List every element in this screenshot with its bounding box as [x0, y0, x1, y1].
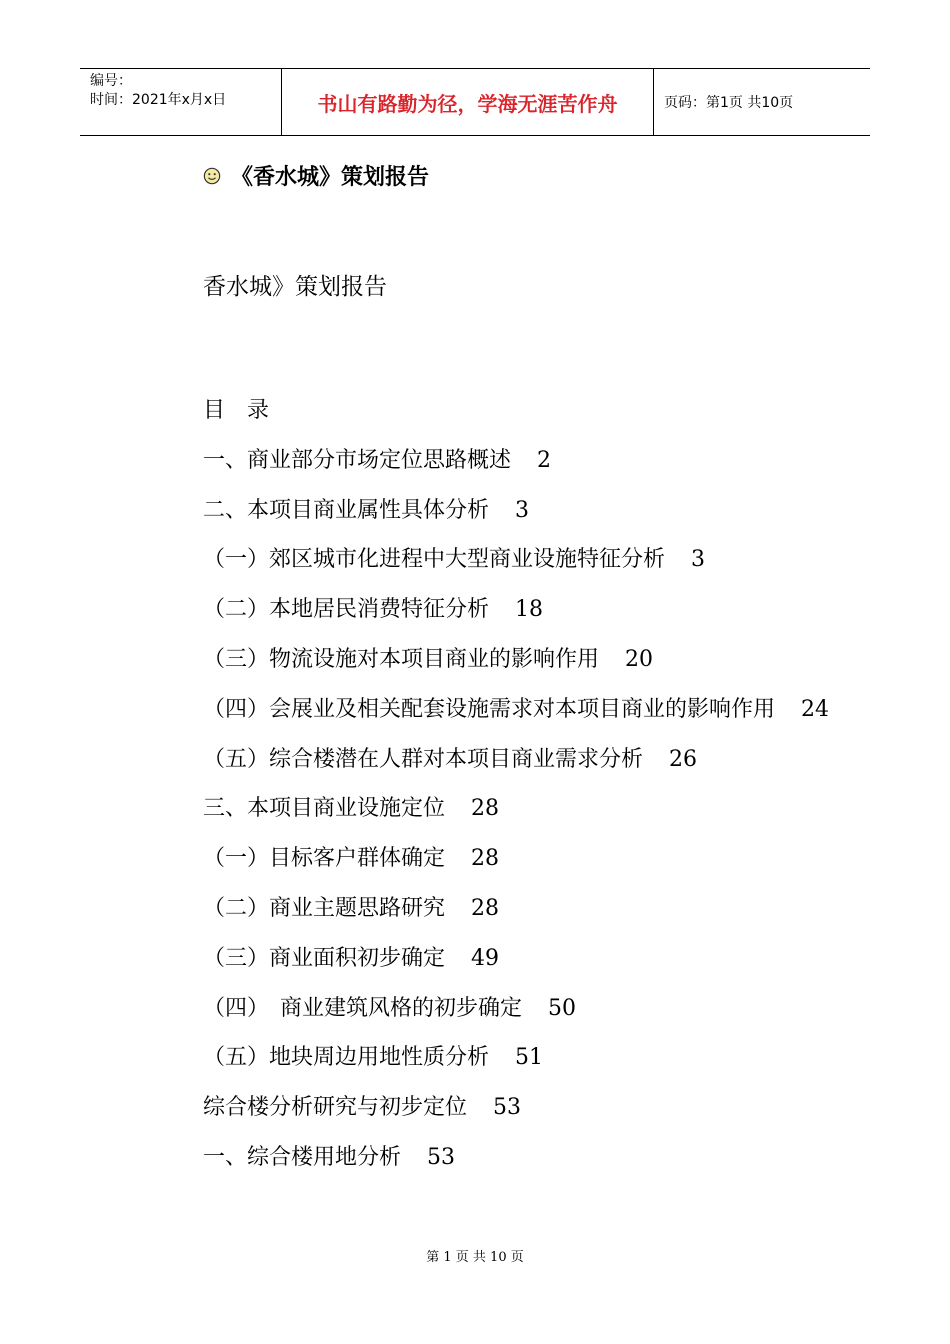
toc-entry — [203, 784, 843, 834]
toc-entry-text: 一、综合楼用地分析 — [203, 1144, 402, 1170]
toc-entry-page: 2 — [537, 447, 552, 473]
header-motto: 书山有路勤为径，学海无涯苦作舟 — [282, 69, 654, 135]
toc-entry-text: （三）商业面积初步确定 — [203, 945, 446, 971]
toc-entry-text: （二）商业主题思路研究 — [203, 895, 446, 921]
toc-entry-page: 26 — [669, 746, 698, 772]
toc-entry-page: 18 — [515, 597, 544, 623]
smiley-icon — [203, 167, 221, 185]
toc-entry-text: 二、本项目商业属性具体分析 — [203, 497, 490, 523]
toc-entry — [203, 685, 843, 735]
toc-entry-page: 3 — [515, 497, 530, 523]
toc-entry-page: 28 — [471, 796, 500, 822]
toc-entry-text: （二）本地居民消费特征分析 — [203, 597, 490, 623]
table-of-contents — [203, 386, 843, 1183]
toc-entry — [203, 585, 843, 635]
toc-entry — [203, 884, 843, 934]
toc-entry-text: （一）目标客户群体确定 — [203, 846, 446, 872]
toc-entry-page: 53 — [493, 1095, 522, 1121]
document-title-line — [203, 160, 429, 191]
toc-entry-page: 28 — [471, 846, 500, 872]
toc-entry-page: 49 — [471, 945, 500, 971]
toc-entry-text: （五）地块周边用地性质分析 — [203, 1045, 490, 1071]
toc-entry-page: 20 — [625, 646, 654, 672]
toc-entry — [203, 635, 843, 685]
toc-entry-page: 28 — [471, 895, 500, 921]
toc-entry — [203, 1133, 843, 1183]
toc-entry-page: 24 — [801, 696, 830, 722]
page-header — [80, 68, 870, 136]
toc-entry-text: （五）综合楼潜在人群对本项目商业需求分析 — [203, 746, 644, 772]
toc-heading: 目 录 — [203, 398, 270, 423]
time-label: 时间：2021年x月x日 — [90, 92, 227, 108]
toc-entry — [203, 535, 843, 585]
toc-entry — [203, 834, 843, 884]
number-label: 编号： — [90, 73, 132, 89]
toc-entry-page: 50 — [548, 995, 577, 1021]
toc-entry-page: 51 — [515, 1045, 544, 1071]
toc-entry-page: 3 — [691, 547, 706, 573]
toc-entry-text: （三）物流设施对本项目商业的影响作用 — [203, 646, 600, 672]
header-page-info: 页码：第1页 共10页 — [664, 95, 794, 111]
toc-entry-text: （一）郊区城市化进程中大型商业设施特征分析 — [203, 547, 666, 573]
toc-entry — [203, 486, 843, 536]
toc-entry-text: 综合楼分析研究与初步定位 — [203, 1095, 468, 1121]
document-title: 《香水城》策划报告 — [231, 165, 430, 190]
toc-entry-text: （四）会展业及相关配套设施需求对本项目商业的影响作用 — [203, 696, 776, 722]
toc-entry — [203, 1083, 843, 1133]
page-footer: 第 1 页 共 10 页 — [426, 1250, 524, 1265]
toc-entry-page: 53 — [427, 1144, 456, 1170]
toc-entries — [203, 436, 843, 1183]
toc-entry — [203, 735, 843, 785]
toc-entry — [203, 934, 843, 984]
header-meta — [80, 69, 282, 135]
toc-entry — [203, 436, 843, 486]
toc-entry-text: 一、商业部分市场定位思路概述 — [203, 447, 512, 473]
toc-entry-text: 三、本项目商业设施定位 — [203, 796, 446, 822]
toc-entry — [203, 1033, 843, 1083]
toc-entry — [203, 984, 843, 1034]
document-subtitle: 香水城》策划报告 — [203, 274, 387, 300]
toc-entry-text: （四） 商业建筑风格的初步确定 — [203, 995, 523, 1021]
